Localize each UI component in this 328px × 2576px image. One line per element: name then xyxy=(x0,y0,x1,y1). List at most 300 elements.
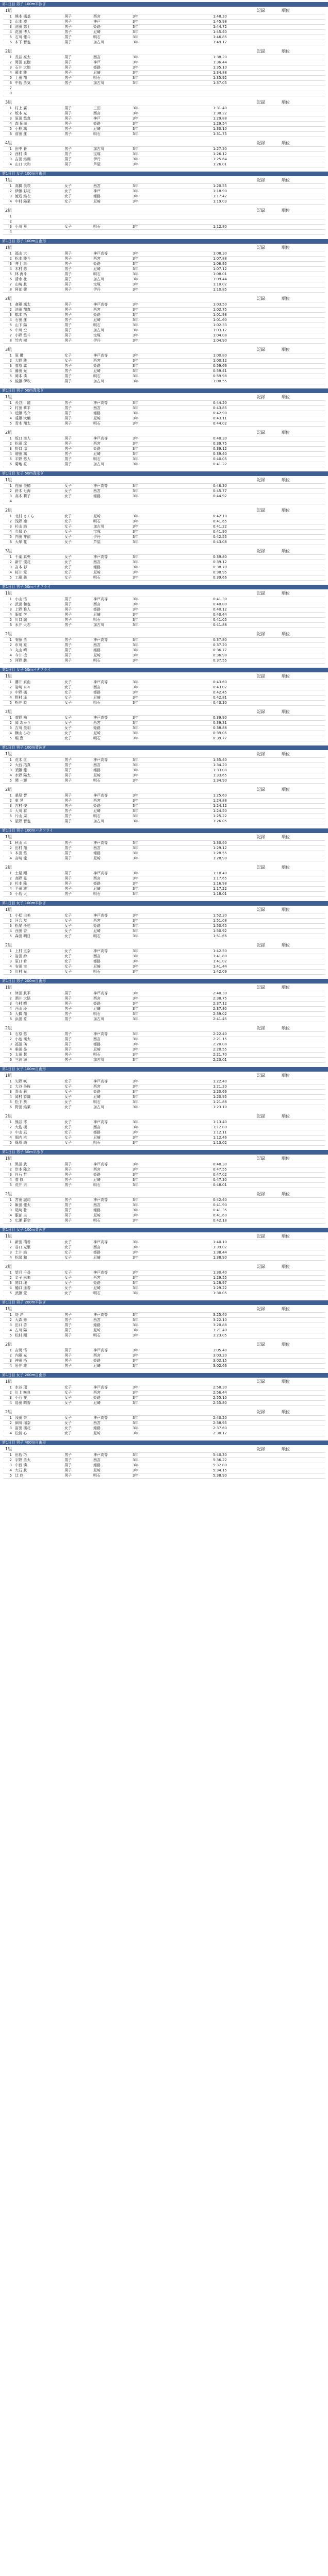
team-cell: 明石 xyxy=(92,1473,131,1479)
column-headers xyxy=(257,1073,290,1079)
swimmer-name: 平田 雄 xyxy=(13,887,63,892)
heat-suffix: 組 xyxy=(8,1307,12,1311)
swimmer-name: 伊藤 彩花 xyxy=(13,189,63,194)
gender-cell: 男子 xyxy=(63,333,92,338)
rank-cell xyxy=(251,1281,325,1286)
heat-header xyxy=(3,1073,325,1079)
heat-label xyxy=(5,942,12,948)
swimmer-name: 横山 ひな xyxy=(13,731,63,736)
rank-cell xyxy=(251,421,325,427)
grade-cell: 3年 xyxy=(131,1396,211,1401)
gender-cell: 女子 xyxy=(63,353,92,359)
time-cell: 0:42.18 xyxy=(211,1218,251,1224)
swimmer-name: 岩井 雄 xyxy=(13,1364,63,1369)
swimmer-name: 坂口 海人 xyxy=(13,436,63,442)
rank-cell xyxy=(251,132,325,137)
grade-cell: 3年 xyxy=(131,1256,211,1261)
table-row xyxy=(3,613,325,618)
rank-cell xyxy=(251,1203,325,1208)
rank-cell xyxy=(251,416,325,421)
grade-cell: 3年 xyxy=(131,1270,211,1276)
swimmer-name: 太田 慧 xyxy=(13,1053,63,1058)
gender-cell: 女子 xyxy=(63,685,92,690)
swimmer-name: 大島 楓 xyxy=(13,1125,63,1130)
swimmer-name: 林 海斗 xyxy=(13,272,63,277)
time-cell: 1:44.72 xyxy=(211,25,251,30)
swimmer-name: 川村 光 xyxy=(13,970,63,975)
swimmer-name: 岡本 湊 xyxy=(13,374,63,379)
gender-cell: 女子 xyxy=(63,184,92,189)
swimmer-name: 青山 莉 xyxy=(13,1090,63,1095)
rank-cell xyxy=(251,996,325,1002)
swimmer-name: 大橋 翔 xyxy=(13,1012,63,1017)
rank-cell xyxy=(251,1416,325,1421)
time-cell: 1:06.95 xyxy=(211,262,251,267)
column-headers xyxy=(257,507,290,514)
column-headers xyxy=(257,1264,290,1270)
time-cell: 0:59.41 xyxy=(211,369,251,374)
lane-cell: 3 xyxy=(3,1426,13,1431)
gender-cell: 女子 xyxy=(63,1426,92,1431)
rank-cell xyxy=(251,1426,325,1431)
gender-cell: 女子 xyxy=(63,1291,92,1296)
team-cell: 姫路 xyxy=(92,1130,131,1136)
grade-cell: 3年 xyxy=(131,804,211,809)
team-cell: 西宮 xyxy=(92,799,131,804)
lane-cell: 4 xyxy=(3,613,13,618)
rank-header: 順位 xyxy=(282,430,290,435)
rank-header: 順位 xyxy=(282,709,290,714)
gender-cell: 女子 xyxy=(63,690,92,696)
rank-cell xyxy=(251,1473,325,1479)
rank-cell xyxy=(251,494,325,499)
rank-cell xyxy=(251,20,325,25)
grade-cell xyxy=(131,230,211,235)
lane-cell: 3 xyxy=(3,225,13,230)
rank-cell xyxy=(251,524,325,530)
rank-header: 順位 xyxy=(282,1114,290,1118)
lane-cell: 2 xyxy=(3,1318,13,1323)
lane-cell: 3 xyxy=(3,157,13,162)
swimmer-name: 菅原 翼 xyxy=(13,364,63,369)
swimmer-name: 藤田 光 xyxy=(13,369,63,374)
lane-cell: 5 xyxy=(3,575,13,581)
lane-cell: 3 xyxy=(3,1463,13,1468)
lane-cell: 7 xyxy=(3,86,13,91)
lane-cell: 4 xyxy=(3,1007,13,1012)
rank-cell xyxy=(251,1084,325,1090)
team-cell: 西宮 xyxy=(92,1125,131,1130)
heat-suffix: 組 xyxy=(8,1264,12,1269)
lane-cell: 1 xyxy=(3,1079,13,1084)
team-cell xyxy=(92,230,131,235)
team-cell: 西宮 xyxy=(92,1276,131,1281)
gender-cell: 男子 xyxy=(63,1453,92,1458)
record-header: 記録 xyxy=(257,865,265,870)
lane-cell: 2 xyxy=(3,643,13,648)
gender-cell: 男子 xyxy=(63,809,92,814)
rank-header: 順位 xyxy=(282,49,290,54)
grade-cell: 3年 xyxy=(131,1047,211,1053)
lane-cell: 6 xyxy=(3,462,13,467)
table-row xyxy=(3,1042,325,1047)
rank-cell xyxy=(251,14,325,20)
grade-cell xyxy=(131,214,211,219)
team-cell: 加古川 xyxy=(92,81,131,86)
team-cell: 神戸高等 xyxy=(92,1385,131,1391)
rank-header: 順位 xyxy=(282,1264,290,1269)
rank-cell xyxy=(251,111,325,116)
team-cell: 西宮 xyxy=(92,442,131,447)
table-row xyxy=(3,189,325,194)
gender-cell: 女子 xyxy=(63,1256,92,1261)
time-cell: 0:39.31 xyxy=(211,721,251,726)
swimmer-name: 阿部 健 xyxy=(13,287,63,293)
swimmer-name: 小島 大 xyxy=(13,892,63,897)
rank-cell xyxy=(251,1353,325,1359)
heat-section xyxy=(0,630,328,666)
grade-cell: 3年 xyxy=(131,1353,211,1359)
lane-cell: 2 xyxy=(3,359,13,364)
rank-cell xyxy=(251,1291,325,1296)
grade-cell: 3年 xyxy=(131,1125,211,1130)
team-cell: 尼崎 xyxy=(92,887,131,892)
rank-cell xyxy=(251,1037,325,1042)
grade-cell: 3年 xyxy=(131,892,211,897)
gender-cell: 男子 xyxy=(63,338,92,344)
team-cell: 西宮 xyxy=(92,489,131,494)
gender-cell: 男子 xyxy=(63,369,92,374)
team-cell: 姫路 xyxy=(92,494,131,499)
table-row xyxy=(3,555,325,560)
time-cell: 1:41.02 xyxy=(211,959,251,964)
rank-cell xyxy=(251,819,325,824)
table-row xyxy=(3,40,325,45)
swimmer-name: 田村 翔 xyxy=(13,846,63,851)
rank-cell xyxy=(251,519,325,524)
rank-cell xyxy=(251,1012,325,1017)
rank-cell xyxy=(251,230,325,235)
rank-cell xyxy=(251,701,325,706)
time-cell: 2:38.95 xyxy=(211,1421,251,1426)
time-cell: 1:28.55 xyxy=(211,851,251,856)
table-row xyxy=(3,602,325,607)
team-cell: 姫路 xyxy=(92,194,131,199)
gender-cell: 女子 xyxy=(63,726,92,731)
lane-cell: 5 xyxy=(3,701,13,706)
results-table xyxy=(3,55,325,96)
table-row xyxy=(3,623,325,628)
team-cell: 加古川 xyxy=(92,524,131,530)
table-row xyxy=(3,1240,325,1245)
heat-label xyxy=(5,99,12,106)
team-cell: 尼崎 xyxy=(92,1256,131,1261)
time-cell: 2:55.10 xyxy=(211,1396,251,1401)
team-cell: 神戸高等 xyxy=(92,1270,131,1276)
lane-cell: 3 xyxy=(3,607,13,613)
swimmer-name: 高橋 美咲 xyxy=(13,184,63,189)
lane-cell: 5 xyxy=(3,892,13,897)
time-cell: 1:45.98 xyxy=(211,20,251,25)
time-cell: 1:07.12 xyxy=(211,267,251,272)
record-header: 記録 xyxy=(257,1192,265,1196)
time-cell: 1:02.33 xyxy=(211,323,251,328)
swimmer-name: 原 優 xyxy=(13,353,63,359)
swimmer-name: 堀内 桃 xyxy=(13,1136,63,1141)
lane-cell: 2 xyxy=(3,1391,13,1396)
time-cell: 0:37.20 xyxy=(211,643,251,648)
grade-cell: 3年 xyxy=(131,1012,211,1017)
table-row xyxy=(3,1291,325,1296)
column-headers xyxy=(257,208,290,214)
swimmer-name: 三浦 海 xyxy=(13,1058,63,1063)
swimmer-name: 宇野 勇太 xyxy=(13,1458,63,1463)
swimmer-name: 今井 凌 xyxy=(13,653,63,658)
grade-cell: 3年 xyxy=(131,716,211,721)
heat-header xyxy=(3,590,325,597)
swimmer-name: 上田 翔 xyxy=(13,76,63,81)
team-cell: 神戸高等 xyxy=(92,1162,131,1167)
gender-cell: 男子 xyxy=(63,452,92,457)
table-row xyxy=(3,1125,325,1130)
heat-section xyxy=(0,346,328,386)
rank-cell xyxy=(251,1276,325,1281)
rank-cell xyxy=(251,607,325,613)
rank-cell xyxy=(251,86,325,91)
gender-cell: 男子 xyxy=(63,328,92,333)
record-header: 記録 xyxy=(257,1410,265,1414)
grade-cell: 3年 xyxy=(131,76,211,81)
table-row xyxy=(3,1162,325,1167)
swimmer-name: 水谷 瑠 xyxy=(13,1385,63,1391)
gender-cell: 男子 xyxy=(63,882,92,887)
gender-cell: 男子 xyxy=(63,1318,92,1323)
gender-cell: 女子 xyxy=(63,919,92,924)
gender-cell: 女子 xyxy=(63,530,92,535)
time-cell: 1:30.40 xyxy=(211,841,251,846)
time-cell: 1:24.88 xyxy=(211,799,251,804)
time-cell: 0:43.08 xyxy=(211,540,251,545)
rank-cell xyxy=(251,60,325,65)
table-row xyxy=(3,799,325,804)
gender-cell: 男子 xyxy=(63,30,92,35)
heat-label xyxy=(5,1306,12,1312)
heat-number: 1 xyxy=(5,591,8,596)
time-cell: 1:26.12 xyxy=(211,152,251,157)
swimmer-name: 吉村 俊 xyxy=(13,804,63,809)
time-cell: 0:47.02 xyxy=(211,1173,251,1178)
results-table xyxy=(3,353,325,384)
table-row xyxy=(3,1468,325,1473)
team-cell: 姫路 xyxy=(92,726,131,731)
rank-cell xyxy=(251,1401,325,1406)
rank-cell xyxy=(251,1141,325,1146)
swimmer-name xyxy=(13,230,63,235)
gender-cell: 男子 xyxy=(63,257,92,262)
heat-suffix: 組 xyxy=(8,549,12,553)
rank-cell xyxy=(251,442,325,447)
grade-cell: 3年 xyxy=(131,416,211,421)
swimmer-name: 西田 香 xyxy=(13,929,63,934)
grade-cell: 3年 xyxy=(131,308,211,313)
time-cell xyxy=(211,86,251,91)
grade-cell: 3年 xyxy=(131,442,211,447)
heat-suffix: 組 xyxy=(8,752,12,756)
grade-cell: 3年 xyxy=(131,1053,211,1058)
lane-cell: 5 xyxy=(3,76,13,81)
grade-cell: 3年 xyxy=(131,887,211,892)
swimmer-name: 斎藤 颯太 xyxy=(13,302,63,308)
rank-header: 順位 xyxy=(282,865,290,870)
rank-cell xyxy=(251,257,325,262)
time-cell: 1:49.12 xyxy=(211,40,251,45)
column-headers xyxy=(257,1409,290,1415)
gender-cell: 女子 xyxy=(63,575,92,581)
heat-header xyxy=(3,245,325,251)
table-row xyxy=(3,421,325,427)
swimmer-name: 川上 咲良 xyxy=(13,1391,63,1396)
swimmer-name: 内藤 光 xyxy=(13,1353,63,1359)
lane-cell: 4 xyxy=(3,267,13,272)
grade-cell: 3年 xyxy=(131,514,211,519)
heat-section xyxy=(0,863,328,899)
heat-suffix: 組 xyxy=(8,508,12,513)
grade-cell: 3年 xyxy=(131,565,211,570)
gender-cell: 男子 xyxy=(63,40,92,45)
gender-cell: 女子 xyxy=(63,1431,92,1436)
gender-cell: 男子 xyxy=(63,1463,92,1468)
lane-cell: 2 xyxy=(3,1084,13,1090)
rank-cell xyxy=(251,1333,325,1338)
lane-cell: 5 xyxy=(3,934,13,939)
table-row xyxy=(3,959,325,964)
grade-cell: 3年 xyxy=(131,613,211,618)
team-cell: 明石 xyxy=(92,814,131,819)
gender-cell: 女子 xyxy=(63,731,92,736)
heat-label xyxy=(5,394,12,400)
lane-cell: 4 xyxy=(3,696,13,701)
grade-cell: 3年 xyxy=(131,1032,211,1037)
lane-cell: 6 xyxy=(3,819,13,824)
gender-cell: 女子 xyxy=(63,199,92,205)
grade-cell: 3年 xyxy=(131,1348,211,1353)
table-row xyxy=(3,856,325,861)
swimmer-name: 浅田 奈 xyxy=(13,1416,63,1421)
gender-cell: 女子 xyxy=(63,716,92,721)
heat-suffix: 組 xyxy=(8,296,12,301)
heat-header xyxy=(3,709,325,715)
heat-label xyxy=(5,548,12,554)
team-cell: 明石 xyxy=(92,892,131,897)
time-cell xyxy=(211,499,251,504)
results-table xyxy=(3,14,325,45)
heat-suffix: 組 xyxy=(8,907,12,912)
heat-header xyxy=(3,865,325,871)
gender-cell: 男子 xyxy=(63,421,92,427)
gender-cell: 男子 xyxy=(63,1053,92,1058)
table-row xyxy=(3,1047,325,1053)
grade-cell: 3年 xyxy=(131,189,211,194)
rank-cell xyxy=(251,514,325,519)
lane-cell: 4 xyxy=(3,731,13,736)
table-row xyxy=(3,535,325,540)
rank-cell xyxy=(251,949,325,954)
rank-cell xyxy=(251,1105,325,1110)
lane-cell: 4 xyxy=(3,1401,13,1406)
heat-suffix: 組 xyxy=(8,1379,12,1384)
swimmer-name: 橋本 拓 xyxy=(13,313,63,318)
record-header: 記録 xyxy=(257,632,265,636)
team-cell: 尼崎 xyxy=(92,71,131,76)
gender-cell: 男子 xyxy=(63,323,92,328)
time-cell: 1:30.05 xyxy=(211,1291,251,1296)
time-cell: 1:08.01 xyxy=(211,272,251,277)
time-cell: 0:39.12 xyxy=(211,447,251,452)
grade-cell: 3年 xyxy=(131,954,211,959)
grade-cell: 3年 xyxy=(131,328,211,333)
gender-cell: 男子 xyxy=(63,778,92,784)
swimmer-name: 野村 遥 xyxy=(13,696,63,701)
team-cell: 神戸高等 xyxy=(92,1240,131,1245)
time-cell: 0:37.55 xyxy=(211,658,251,664)
lane-cell: 3 xyxy=(3,1323,13,1328)
gender-cell xyxy=(63,230,92,235)
lane-cell: 3 xyxy=(3,1173,13,1178)
time-cell: 1:38.44 xyxy=(211,1250,251,1256)
table-row xyxy=(3,267,325,272)
team-cell: 明石 xyxy=(92,934,131,939)
lane-cell: 3 xyxy=(3,1359,13,1364)
heat-section xyxy=(0,941,328,977)
table-row xyxy=(3,565,325,570)
results-table xyxy=(3,1452,325,1479)
rank-cell xyxy=(251,1359,325,1364)
time-cell: 0:43.85 xyxy=(211,406,251,411)
lane-cell: 5 xyxy=(3,1100,13,1105)
table-row xyxy=(3,1396,325,1401)
rank-cell xyxy=(251,447,325,452)
gender-cell: 男子 xyxy=(63,1348,92,1353)
swimmer-name: 遠藤 大輔 xyxy=(13,416,63,421)
time-cell: 3:05.40 xyxy=(211,1348,251,1353)
table-row xyxy=(3,514,325,519)
lane-cell: 4 xyxy=(3,1256,13,1261)
lane-cell: 2 xyxy=(3,1245,13,1250)
lane-cell: 4 xyxy=(3,887,13,892)
grade-cell: 3年 xyxy=(131,618,211,623)
grade-cell: 3年 xyxy=(131,364,211,369)
table-row xyxy=(3,1281,325,1286)
rank-cell xyxy=(251,929,325,934)
grade-cell: 3年 xyxy=(131,106,211,111)
team-cell: 神戸高等 xyxy=(92,1198,131,1203)
team-cell xyxy=(92,499,131,504)
table-row xyxy=(3,851,325,856)
swimmer-name: 安田 実 xyxy=(13,964,63,970)
results-table xyxy=(3,1270,325,1296)
heat-section xyxy=(0,786,328,826)
gender-cell: 男子 xyxy=(63,1178,92,1183)
heat-section xyxy=(0,176,328,207)
team-cell: 神戸高等 xyxy=(92,1079,131,1084)
time-cell: 0:39.80 xyxy=(211,555,251,560)
time-cell: 1:48.30 xyxy=(211,14,251,20)
lane-cell: 6 xyxy=(3,277,13,282)
table-row xyxy=(3,768,325,773)
heat-label xyxy=(5,907,12,913)
swimmer-name: 安藤 勇 xyxy=(13,638,63,643)
table-row xyxy=(3,1385,325,1391)
